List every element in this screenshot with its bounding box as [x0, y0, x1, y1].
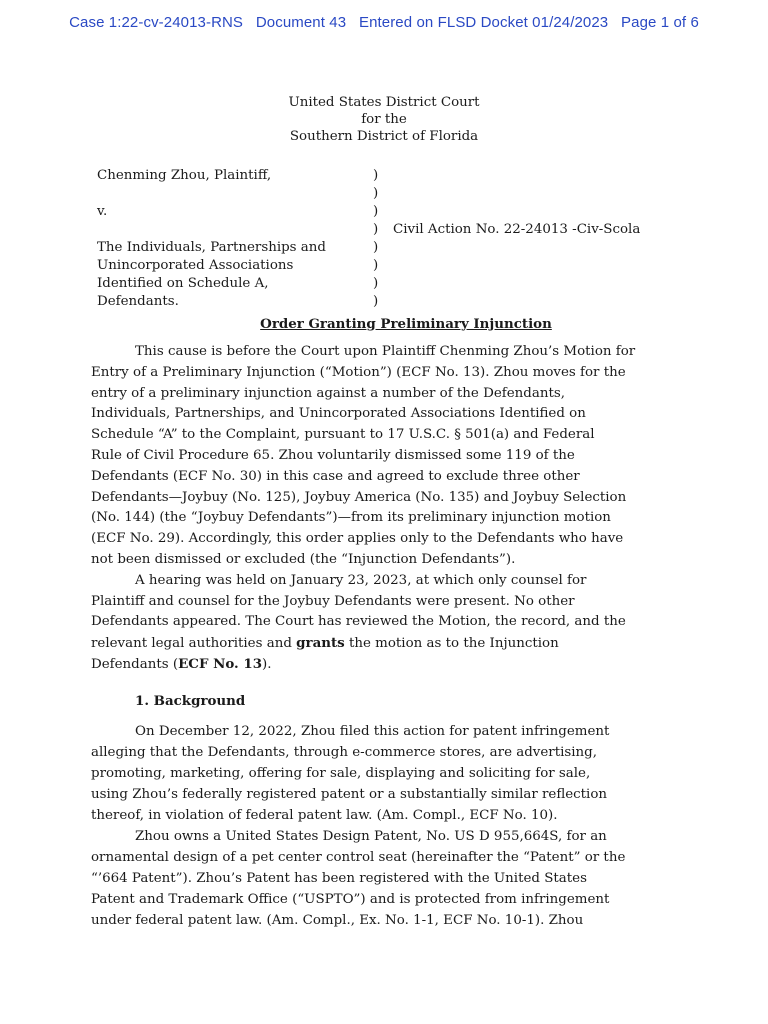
paragraph-line [91, 654, 691, 675]
civil-action-number: Civil Action No. 22-24013 -Civ-Scola [393, 222, 641, 237]
paragraph-line: alleging that the Defendants, through e-commerce stores, are advertising, [91, 745, 597, 760]
defendants-line: The Individuals, Partnerships and [97, 240, 326, 255]
paragraph-line: ornamental design of a pet center control seat (hereinafter the “Patent” or the [91, 850, 626, 865]
paragraph-line: Rule of Civil Procedure 65. Zhou voluntarily dismissed some 119 of the [91, 447, 575, 463]
court-line-2: for the [361, 112, 407, 127]
order-title: Order Granting Preliminary Injunction [260, 316, 552, 332]
paragraph-line: Defendants (ECF No. 30) in this case and agreed to exclude three other [91, 468, 580, 484]
paragraph-line: Defendants appeared. The Court has reviewed the Motion, the record, and the [91, 614, 626, 630]
paragraph-line: (ECF No. 29). Accordingly, this order applies only to the Defendants who have [91, 531, 624, 547]
paragraph-line: Individuals, Partnerships, and Unincorporated Associations Identified on [91, 406, 586, 422]
paragraph-line: Zhou owns a United States Design Patent, No. US D 955,664S, for an [135, 829, 607, 844]
court-line-3: Southern District of Florida [289, 129, 479, 144]
section-number: 1. [135, 693, 149, 709]
plaintiff-name: Chenming Zhou, Plaintiff, [97, 168, 272, 183]
paragraph-line: “’664 Patent”). Zhou’s Patent has been registered with the United States [91, 871, 587, 886]
paragraph-line: This cause is before the Court upon Plaintiff Chenming Zhou’s Motion for [135, 344, 636, 359]
paragraph-line: Defendants—Joybuy (No. 125), Joybuy America (No. 135) and Joybuy Selection [91, 489, 627, 505]
paren: ) [373, 240, 379, 255]
body-section-1 [91, 342, 691, 675]
paren: ) [373, 222, 379, 237]
court-line-1: United States District Court [288, 95, 480, 110]
defendants-line: Defendants. [97, 294, 179, 309]
section-heading [135, 693, 245, 709]
court-heading [0, 94, 768, 145]
paragraph-line: under federal patent law. (Am. Compl., Ex. No. 1-1, ECF No. 10-1). Zhou [91, 913, 584, 928]
text-run: ). [262, 656, 272, 672]
paragraph-line: On December 12, 2022, Zhou filed this action for patent infringement [135, 724, 610, 739]
section-title: Background [153, 693, 246, 709]
paragraph-line: (No. 144) (the “Joybuy Defendants”)—from its preliminary injunction motion [91, 510, 611, 526]
versus: v. [97, 204, 108, 219]
paragraph-line: using Zhou’s federally registered patent or a substantially similar reflection [91, 787, 608, 802]
defendants-line: Identified on Schedule A, [97, 276, 269, 291]
paren: ) [373, 258, 379, 273]
paragraph-line: Entry of a Preliminary Injunction (“Motion”) (ECF No. 13). Zhou moves for the [91, 364, 626, 380]
paren: ) [373, 294, 379, 309]
docket-header: Case 1:22-cv-24013-RNS Document 43 Entered on FLSD Docket 01/24/2023 Page 1 of 6 [69, 14, 699, 31]
paragraph-line: promoting, marketing, offering for sale, displaying and soliciting for sale, [91, 766, 591, 781]
grants-emphasis: grants [296, 635, 345, 652]
case-caption-parties [97, 167, 367, 311]
text-run: Defendants ( [91, 656, 179, 672]
caption-parentheses [373, 167, 378, 311]
text-run: the motion as to the Injunction [344, 636, 559, 652]
defendants-line: Unincorporated Associations [97, 258, 294, 273]
paren: ) [373, 168, 379, 183]
paren: ) [373, 276, 379, 291]
paren: ) [373, 186, 379, 201]
paren: ) [373, 204, 379, 219]
text-run: relevant legal authorities and [91, 636, 297, 652]
paragraph-line: Patent and Trademark Office (“USPTO”) and is protected from infringement [91, 892, 610, 907]
paragraph-line: not been dismissed or excluded (the “Injunction Defendants”). [91, 551, 516, 567]
paragraph-line: Schedule “A” to the Complaint, pursuant to 17 U.S.C. § 501(a) and Federal [91, 427, 595, 443]
body-section-2 [91, 721, 691, 931]
ecf-reference-bold: ECF No. 13 [178, 655, 263, 672]
paragraph-line [91, 633, 691, 654]
paragraph-line: Plaintiff and counsel for the Joybuy Defendants were present. No other [91, 593, 575, 609]
paragraph-line: entry of a preliminary injunction against a number of the Defendants, [91, 385, 565, 401]
paragraph-line: A hearing was held on January 23, 2023, at which only counsel for [135, 572, 587, 588]
paragraph-line: thereof, in violation of federal patent law. (Am. Compl., ECF No. 10). [91, 808, 558, 823]
